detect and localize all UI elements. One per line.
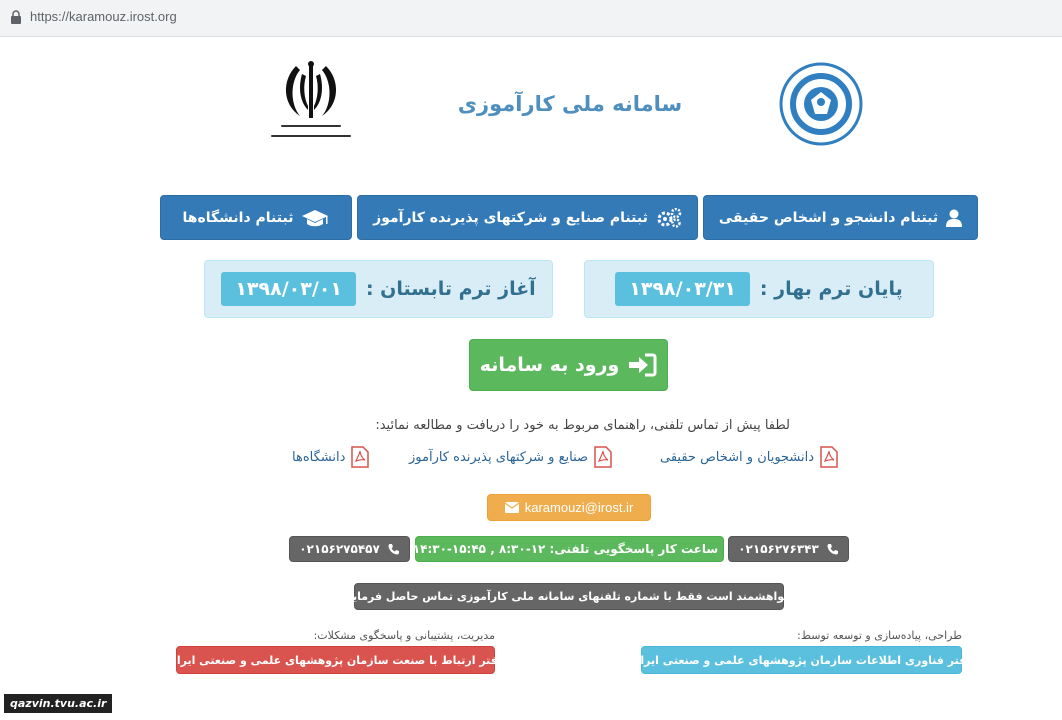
- guide-students-label: دانشجویان و اشخاص حقیقی: [660, 449, 815, 465]
- guide-companies-link[interactable]: [409, 446, 612, 468]
- register-companies-button[interactable]: [357, 195, 698, 240]
- spring-end-label: پایان ترم بهار :: [759, 278, 903, 300]
- login-button[interactable]: [469, 339, 668, 391]
- spring-end-date: ۱۳۹۸/۰۳/۳۱: [615, 272, 750, 306]
- lock-icon: [10, 10, 22, 24]
- guide-companies-label: صنایع و شرکتهای پذیرنده کارآموز: [409, 449, 589, 465]
- office-hours-text: ساعت کار پاسخگویی تلفنی: ۱۲-۸:۳۰ , ۱۵:۴۵-۱۴:۳۰: [412, 542, 719, 556]
- spring-term-panel: [584, 260, 934, 318]
- email-text: karamouzi@irost.ir: [524, 500, 634, 515]
- summer-start-label: آغاز ترم تابستان :: [365, 278, 536, 300]
- phone-1-badge: [728, 536, 849, 562]
- pdf-icon: [594, 446, 612, 468]
- phone-2-text: ۰۲۱۵۶۲۷۵۴۵۷: [299, 542, 380, 556]
- register-student-label: ثبتنام دانشجو و اشخاص حقیقی: [718, 209, 939, 226]
- phone-2-badge: [289, 536, 410, 562]
- register-universities-label: ثبتنام دانشگاه‌ها: [182, 209, 294, 226]
- design-office-text: دفتر فناوری اطلاعات سازمان پژوهشهای علمی و صنعتی ایران: [631, 653, 972, 667]
- login-label: ورود به سامانه: [479, 354, 620, 376]
- address-bar[interactable]: [0, 0, 1062, 37]
- emblem-caption: [268, 122, 354, 148]
- guide-universities-link[interactable]: [292, 446, 369, 468]
- office-hours-badge: [412, 536, 724, 562]
- support-office-text: دفتر ارتباط با صنعت سازمان پژوهشهای علمی و صنعتی ایران: [167, 653, 504, 667]
- guide-note: لطفا پیش از تماس تلفنی، راهنمای مربوط به خود را دریافت و مطالعه نمائید:: [375, 418, 790, 433]
- design-office-badge[interactable]: [631, 646, 972, 674]
- url-text[interactable]: https://karamouz.irost.org: [30, 9, 177, 24]
- summer-start-date: ۱۳۹۸/۰۳/۰۱: [221, 272, 356, 306]
- watermark: qazvin.tvu.ac.ir: [4, 694, 112, 713]
- pdf-icon: [820, 446, 838, 468]
- phone-notice-text: خواهشمند است فقط با شماره تلفنهای سامانه ملی کارآموزی تماس حاصل فرمایید.: [337, 590, 793, 603]
- register-student-button[interactable]: [703, 195, 978, 240]
- phone-icon: [388, 543, 400, 555]
- envelope-icon: [505, 502, 519, 513]
- user-icon: [946, 209, 962, 227]
- support-caption: مدیریت، پشتیبانی و پاسخگوی مشکلات:: [313, 629, 495, 642]
- irost-logo: [775, 56, 867, 156]
- register-universities-button[interactable]: [160, 195, 352, 240]
- gears-icon: [656, 208, 682, 228]
- iran-emblem-logo: [278, 60, 344, 122]
- support-office-badge[interactable]: [167, 646, 504, 674]
- phone-1-text: ۰۲۱۵۶۲۷۶۳۴۳: [738, 542, 819, 556]
- sign-in-icon: [627, 353, 657, 377]
- design-caption: طراحی، پیاده‌سازی و توسعه توسط:: [797, 629, 962, 642]
- summer-term-panel: [204, 260, 553, 318]
- phone-notice-badge: [337, 583, 793, 610]
- graduation-cap-icon: [301, 209, 329, 227]
- guide-universities-label: دانشگاه‌ها: [292, 449, 346, 465]
- email-badge[interactable]: [487, 494, 651, 521]
- guide-students-link[interactable]: [660, 446, 838, 468]
- page-title: سامانه ملی کارآموزی: [457, 92, 683, 116]
- phone-icon: [827, 543, 839, 555]
- register-companies-label: ثبتنام صنایع و شرکتهای پذیرنده کارآموز: [373, 209, 648, 226]
- pdf-icon: [351, 446, 369, 468]
